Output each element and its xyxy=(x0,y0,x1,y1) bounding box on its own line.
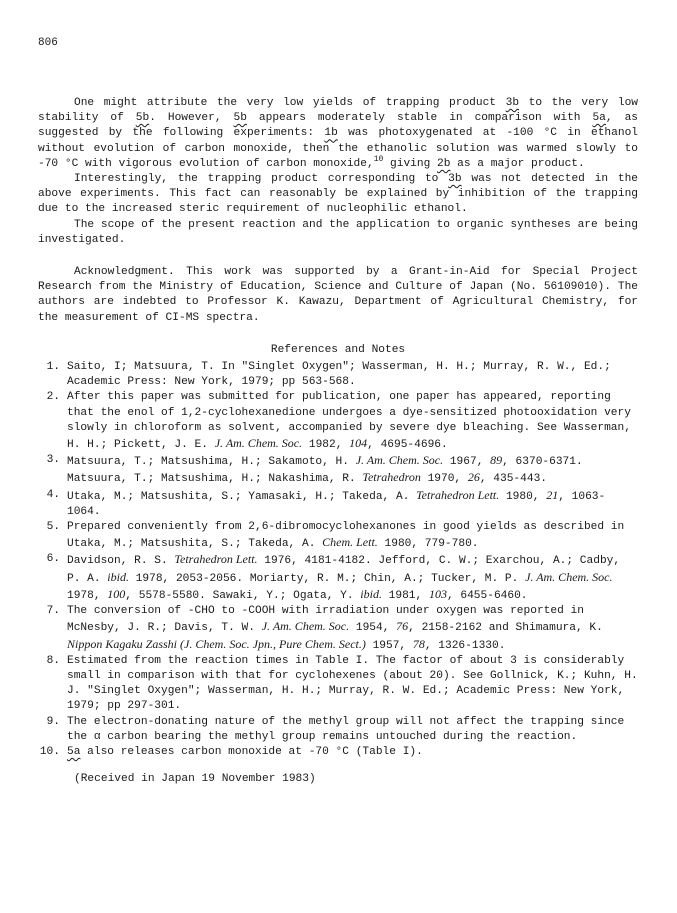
references-list xyxy=(38,360,638,760)
paragraph-trapping-yields: One might attribute the very low yields of trapping product 3b to the very low stability of 5b. However, 5b appears moderately stable in comparison with 5a, as suggested by the following experiments: 1b was photoxygenated at -100 °C in ethanol without evolution of carbon monoxide, then the ethanolic solution was warmed slowly to -70 °C with vigorous evolution of carbon monoxide,$^{10}$ giving 2b as a major product. xyxy=(38,97,638,170)
reference-item xyxy=(38,604,638,654)
reference-number: 8. xyxy=(46,654,60,667)
volume: 78 xyxy=(412,636,425,651)
reference-text: Utaka, M.; Matsushita, S.; Yamasaki, H.; Takeda, A. Tetrahedron Lett. 1980, 21, 1063-1064. xyxy=(67,487,606,518)
journal-name: Tetrahedron xyxy=(362,470,421,485)
volume: 21 xyxy=(546,487,559,502)
reference-number: 9. xyxy=(46,715,60,728)
compound-label: 5a xyxy=(592,112,606,125)
compound-label: 3b xyxy=(448,173,462,186)
volume: 76 xyxy=(396,619,409,634)
reference-item xyxy=(38,390,638,453)
reference-text: 5a also releases carbon monoxide at -70 °C (Table I). xyxy=(67,745,423,758)
reference-text: The conversion of -CHO to -COOH with irradiation under oxygen was reported in McNesby, J. R.; Davis, T. W. J. Am. Chem. Soc. 1954, 76, 2158-2162 and Shimamura, K. Nippon Kagaku Zasshi (J. Chem. Soc. Jpn., Pure Chem. Sect.) 1957, 78, 1326-1330. xyxy=(67,605,603,652)
journal-name: J. Am. Chem. Soc. xyxy=(525,569,613,584)
journal-name: J. Am. Chem. Soc. xyxy=(355,453,444,468)
reference-number: 1. xyxy=(46,361,60,374)
volume: 100 xyxy=(107,586,126,601)
journal-name: ibid. xyxy=(107,569,129,584)
reference-item xyxy=(38,654,638,715)
compound-label: 5b xyxy=(135,112,150,125)
volume: 103 xyxy=(428,586,447,601)
reference-number: 5. xyxy=(46,521,60,534)
reference-item xyxy=(38,552,638,604)
reference-number: 3. xyxy=(46,454,60,467)
reference-item xyxy=(38,488,638,520)
received-date: (Received in Japan 19 November 1983) xyxy=(74,773,316,786)
reference-number: 4. xyxy=(46,488,60,501)
journal-name: J. Am. Chem. Soc. xyxy=(261,619,350,634)
reference-text: Matsuura, T.; Matsushima, H.; Sakamoto, H. J. Am. Chem. Soc. 1967, 89, 6370-6371. Matsuura, T.; Matsushima, H.; Nakashima, R. Tetrahedron 1970, 26, 435-443. xyxy=(67,453,583,486)
reference-text: The electron-donating nature of the methyl group will not affect the trapping since the α carbon bearing the methyl group remains untouched during the reaction. xyxy=(67,715,625,743)
journal-name: ibid. xyxy=(360,586,382,601)
volume: 26 xyxy=(467,470,480,485)
reference-text: Prepared conveniently from 2,6-dibromocyclohexanones in good yields as described in Utaka, M.; Matsushita, S.; Takeda, A. Chem. Lett. 1980, 779-780. xyxy=(67,521,625,551)
compound-label: 2b xyxy=(437,157,451,170)
reference-text: Saito, I; Matsuura, T. In "Singlet Oxygen"; Wasserman, H. H.; Murray, R. W., Ed.; Academic Press: New York, 1979; pp 563-568. xyxy=(67,361,611,389)
compound-label: 5a xyxy=(67,745,81,758)
compound-label: 3b xyxy=(505,97,520,109)
volume: 104 xyxy=(349,436,368,451)
reference-number: 6. xyxy=(46,553,60,566)
reference-number: 7. xyxy=(46,605,60,618)
journal-name: Tetrahedron Lett. xyxy=(416,487,500,502)
references-heading: References and Notes xyxy=(270,343,406,356)
compound-label: 5b xyxy=(233,112,247,125)
page-number: 806 xyxy=(38,37,58,49)
reference-item xyxy=(38,715,638,745)
compound-label: 1b xyxy=(324,127,338,140)
reference-item xyxy=(38,453,638,487)
reference-text: Estimated from the reaction times in Table I. The factor of about 3 is considerably small in comparison with that for cyclohexenes (about 20). See Gollnick, K.; Kuhn, H. J. "Singlet Oxygen"; Wasserman, H. H.; Murray, R. W. Ed.; Academic Press: New York, 1979; pp 297-301. xyxy=(67,654,638,713)
footnote-marker: 10 xyxy=(373,154,384,164)
journal-name: Tetrahedron Lett. xyxy=(174,552,258,567)
reference-item xyxy=(38,360,638,390)
volume: 89 xyxy=(490,453,503,468)
reference-item xyxy=(38,745,638,760)
reference-item xyxy=(38,520,638,552)
article-body xyxy=(38,96,638,787)
journal-name: Chem. Lett. xyxy=(322,535,378,550)
reference-text: Davidson, R. S. Tetrahedron Lett. 1976, 4181-4182. Jefford, C. W.; Exarchou, A.; Cadby, P. A. ibid. 1978, 2053-2056. Moriarty, R. M.; Chin, A.; Tucker, M. P. J. Am. Chem. Soc. 1978, 100, 5578-5580. Sawaki, Y.; Ogata, Y. ibid. 1981, 103, 6455-6460. xyxy=(67,552,621,602)
paragraph-interestingly: Interestingly, the trapping product corresponding to 3b was not detected in the above experiments. This fact can reasonably be explained by inhibition of the trapping due to the increased steric requirement of nucleophilic ethanol. xyxy=(38,173,638,216)
paragraph-scope: The scope of the present reaction and the application to organic syntheses are being investigated. xyxy=(38,218,638,246)
journal-name: Nippon Kagaku Zasshi (J. Chem. Soc. Jpn., Pure Chem. Sect.) xyxy=(67,636,366,651)
reference-number: 10. xyxy=(39,745,60,758)
reference-number: 2. xyxy=(46,391,60,404)
reference-text: After this paper was submitted for publication, one paper has appeared, reporting that the enol of 1,2-cyclohexanedione undergoes a dye-sensitized photooxidation very slowly in chloroform as solvent, accompanied by severe dye bleaching. See Wasserman, H. H.; Pickett, J. E. J. Am. Chem. Soc. 1982, 104, 4695-4696. xyxy=(67,391,631,452)
journal-name: J. Am. Chem. Soc. xyxy=(214,436,303,451)
acknowledgment: Acknowledgment. This work was supported by a Grant-in-Aid for Special Project Research from the Ministry of Education, Science and Culture of Japan (No. 56109010). The authors are indebted to Professor K. Kawazu, Department of Agricultural Chemistry, for the measurement of CI-MS spectra. xyxy=(38,266,638,324)
